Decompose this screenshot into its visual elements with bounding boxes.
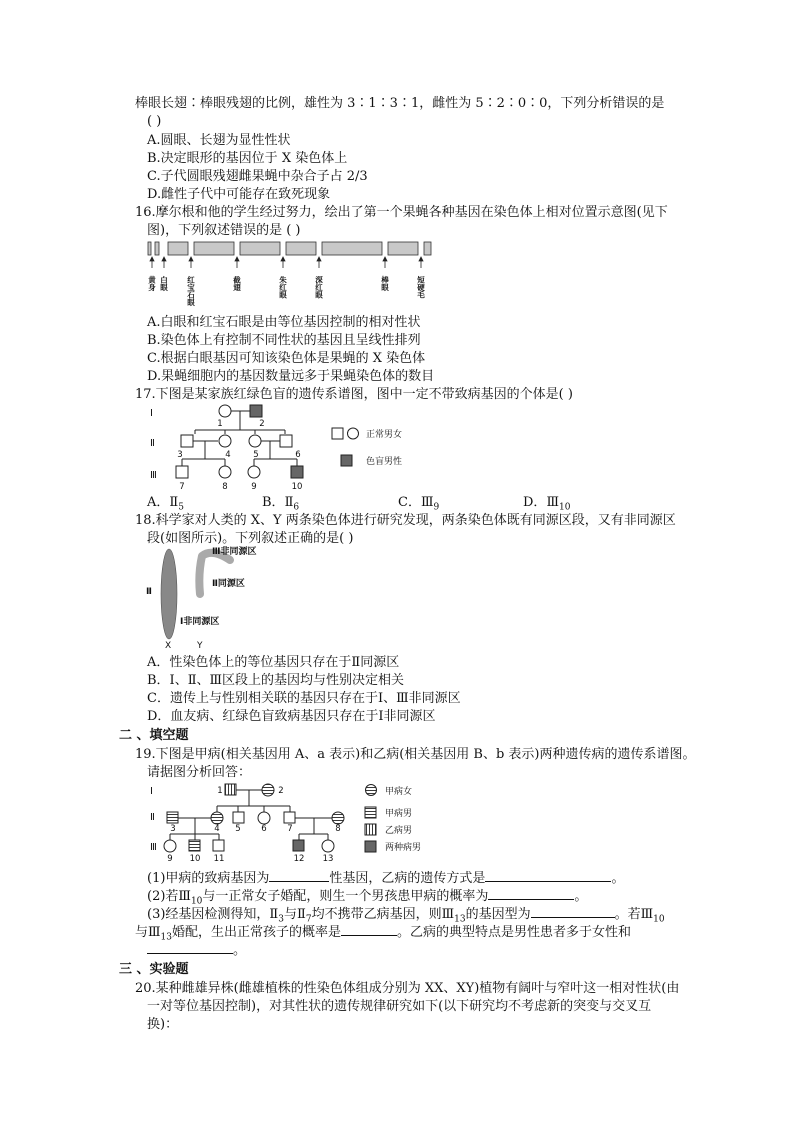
chromosome-segment — [286, 242, 316, 255]
individual-number: 12 — [293, 854, 305, 864]
legend-female-a-icon — [366, 785, 377, 796]
option-letter: C． — [398, 495, 421, 510]
male-normal — [284, 812, 295, 823]
text-span: 与一正常女子婚配，则生一个男孩患甲病的概率为 — [202, 889, 489, 904]
x-chromosome — [161, 549, 177, 639]
generation-label: Ⅱ — [150, 438, 155, 449]
q18-option-a: A．性染色体上的等位基因只存在于Ⅱ同源区 — [147, 655, 400, 670]
q18-option-b: B．Ⅰ、Ⅱ、Ⅲ区段上的基因均与性别决定相关 — [147, 673, 405, 688]
generation-label: Ⅲ — [150, 470, 157, 481]
individual-number: 6 — [261, 824, 267, 834]
answer-blank[interactable] — [341, 923, 397, 936]
female-normal — [248, 466, 260, 478]
answer-blank[interactable] — [531, 905, 615, 918]
option-generation: Ⅱ — [284, 495, 294, 510]
answer-blank[interactable] — [488, 887, 574, 900]
chromosome-segment — [424, 242, 431, 255]
individual-number: 10 — [291, 482, 303, 492]
text-span: 。若Ⅲ — [614, 907, 654, 922]
generation-label: Ⅲ — [150, 842, 157, 853]
individual-number: 3 — [177, 450, 183, 460]
subscript: 10 — [653, 914, 665, 925]
option-generation: Ⅱ — [169, 495, 179, 510]
individual-number: 1 — [217, 419, 223, 429]
gene-label: 白眼 — [159, 276, 169, 291]
text-span: 。 — [611, 871, 625, 886]
individual-number: 13 — [322, 854, 334, 864]
option-letter: A． — [147, 495, 170, 510]
individual-number: 5 — [235, 824, 241, 834]
answer-blank[interactable] — [269, 869, 329, 882]
q16-option-d: D.果蝇细胞内的基因数量远多于果蝇染色体的数目 — [147, 369, 435, 384]
region-iii-label: Ⅲ非同源区 — [212, 547, 257, 557]
q20-stem-line2: 一对等位基因控制)，对其性状的遗传规律研究如下(以下研究均不考虑新的突变与交叉互 — [147, 999, 652, 1014]
section-heading-experiment: 三 、实验题 — [119, 962, 189, 977]
option-generation: Ⅲ — [546, 495, 559, 510]
q20-stem-line1: 20.某种雌雄异株(雌雄植株的性染色体组成分别为 XX、XY)植物有阔叶与窄叶这一相对性状(由 — [135, 981, 680, 996]
q19-part1 — [147, 869, 624, 888]
legend-female-normal-icon — [348, 428, 359, 439]
option-letter: D． — [523, 495, 547, 510]
legend-label: 乙病男 — [385, 826, 413, 836]
text-span: 性基因，乙病的遗传方式是 — [329, 871, 486, 886]
q16-option-b: B.染色体上有控制不同性状的基因且呈线性排列 — [147, 333, 421, 348]
gene-label: 朱红眼 — [278, 276, 288, 299]
q15-option-c: C.子代圆眼残翅雌果蝇中杂合子占 2/3 — [147, 169, 368, 184]
female-normal — [258, 812, 270, 824]
q15-option-b: B.决定眼形的基因位于 X 染色体上 — [147, 151, 348, 166]
q16-option-c: C.根据白眼基因可知该染色体是果蝇的 X 染色体 — [147, 351, 426, 366]
q16-option-a: A.白眼和红宝石眼是由等位基因控制的相对性状 — [147, 315, 421, 330]
option-generation: Ⅲ — [420, 495, 434, 510]
q16-stem-line2: 图)，下列叙述错误的是 ( ) — [147, 223, 301, 238]
gene-label: 截翅 — [232, 276, 242, 291]
text-span: (1)甲病的致病基因为 — [147, 871, 270, 886]
q19-stem-line1: 19.下图是甲病(相关基因用 A、a 表示)和乙病(相关基因用 B、b 表示)两种遗传病的遗传系谱图。 — [135, 747, 696, 762]
male-normal — [280, 435, 292, 447]
chromosome-segment — [194, 242, 234, 255]
gene-label: 棒眼 — [380, 276, 390, 291]
male-both-diseases — [293, 840, 304, 851]
option-individual: 6 — [293, 502, 300, 513]
x-label: X — [165, 641, 172, 651]
individual-number: 4 — [225, 450, 231, 460]
male-normal — [213, 840, 224, 851]
individual-number: 2 — [259, 419, 265, 429]
female-normal — [219, 466, 231, 478]
male-disease-a — [167, 812, 178, 823]
q19-stem-line2: 请据图分析回答： — [147, 765, 252, 780]
q15-option-a: A.圆眼、长翅为显性性状 — [147, 133, 291, 148]
male-normal — [176, 466, 188, 478]
region-i-label: Ⅰ非同源区 — [180, 617, 220, 627]
gene-label: 黄身 — [147, 276, 157, 291]
q16-chromosome-map — [140, 238, 440, 308]
individual-number: 6 — [295, 450, 301, 460]
legend-male-a-icon — [365, 807, 376, 818]
q15-stem-line: 棒眼长翅∶棒眼残翅的比例，雄性为 3∶1∶3∶1，雌性为 5∶2∶0∶0，下列分析错误的是 — [135, 96, 665, 111]
individual-number: 5 — [253, 450, 259, 460]
female-normal — [322, 840, 334, 852]
gene-label: 深红眼 — [314, 276, 324, 299]
generation-label: Ⅰ — [150, 786, 153, 797]
individual-number: 9 — [251, 482, 257, 492]
subscript: 3 — [278, 914, 284, 925]
individual-number: 7 — [287, 824, 293, 834]
individual-number: 2 — [278, 786, 284, 796]
text-span: 婚配，生出正常孩子的概率是 — [172, 925, 342, 940]
q15-answer-paren: ( ) — [147, 114, 162, 129]
individual-number: 9 — [167, 854, 173, 864]
text-span: 。乙病的典型特点是男性患者多于女性和 — [397, 925, 632, 940]
text-span: 与Ⅱ — [284, 907, 306, 922]
chromosome-segment — [148, 242, 151, 255]
text-span: (2)若Ⅲ — [147, 889, 191, 904]
legend-affected-male-icon — [341, 455, 352, 466]
legend-male-normal-icon — [332, 428, 343, 439]
q19-pedigree — [140, 780, 440, 866]
q15-option-d: D.雌性子代中可能存在致死现象 — [147, 187, 331, 202]
text-span: 均不携带乙病基因，则Ⅲ — [311, 907, 455, 922]
generation-label: Ⅰ — [150, 408, 153, 419]
female-disease-a — [332, 812, 344, 824]
legend-label: 两种病男 — [385, 843, 422, 853]
text-span: 。 — [574, 889, 588, 904]
option-letter: B． — [262, 495, 285, 510]
region-ii-left-label: Ⅱ — [146, 587, 152, 597]
chromosome-segment — [240, 242, 280, 255]
region-ii-label: Ⅱ同源区 — [212, 579, 245, 589]
female-disease-a — [262, 784, 274, 796]
q18-option-c: C．遗传上与性别相关联的基因只存在于Ⅰ、Ⅲ非同源区 — [147, 691, 461, 706]
option-individual: 9 — [433, 502, 440, 513]
text-span: 的基因型为 — [465, 907, 531, 922]
subscript: 10 — [190, 896, 203, 907]
option-individual: 5 — [178, 502, 184, 513]
female-normal — [219, 435, 231, 447]
subscript: 13 — [454, 914, 466, 925]
text-span: (3)经基因检测得知，Ⅱ — [147, 907, 279, 922]
female-normal — [164, 840, 176, 852]
female-normal — [219, 405, 231, 417]
subscript: 7 — [305, 914, 312, 925]
q17-stem: 17.下图是某家族红绿色盲的遗传系谱图，图中一定不带致病基因的个体是( ) — [135, 387, 573, 402]
q19-part3-end — [147, 941, 246, 960]
q18-xy-chromosome-diagram — [140, 544, 280, 652]
individual-number: 10 — [189, 854, 201, 864]
chromosome-segment — [388, 242, 418, 255]
generation-label: Ⅱ — [150, 812, 155, 823]
legend-normal-label: 正常男女 — [366, 430, 403, 440]
male-disease-b — [225, 784, 236, 795]
individual-number: 11 — [213, 854, 225, 864]
gene-label: 短硬毛 — [416, 276, 426, 299]
individual-number: 4 — [214, 824, 220, 834]
q20-stem-line3: 换)： — [147, 1017, 179, 1032]
individual-number: 8 — [335, 824, 341, 834]
text-span: 与Ⅲ — [135, 925, 161, 940]
q18-stem-line2: 段(如图所示)。下列叙述正确的是( ) — [147, 531, 354, 546]
female-normal — [249, 435, 261, 447]
individual-number: 8 — [222, 482, 228, 492]
subscript: 13 — [160, 932, 172, 943]
chromosome-segment — [322, 242, 382, 255]
q18-option-d: D．血友病、红绿色盲致病基因只存在于Ⅰ非同源区 — [147, 709, 436, 724]
chromosome-segment — [168, 242, 188, 255]
legend-male-both-icon — [365, 841, 376, 852]
legend-label: 甲病女 — [385, 787, 413, 797]
individual-number: 3 — [170, 824, 176, 834]
legend-label: 甲病男 — [385, 809, 413, 819]
answer-blank[interactable] — [147, 941, 233, 954]
y-label: Y — [197, 641, 203, 651]
male-normal — [233, 812, 244, 823]
answer-blank[interactable] — [485, 869, 611, 882]
legend-male-b-icon — [365, 824, 376, 835]
q16-stem-line1: 16.摩尔根和他的学生经过努力，绘出了第一个果蝇各种基因在染色体上相对位置示意图(见下 — [135, 205, 668, 220]
q18-stem-line1: 18.科学家对人类的 X、Y 两条染色体进行研究发现，两条染色体既有同源区段，又有非同源区 — [135, 513, 676, 528]
male-affected — [291, 466, 303, 478]
female-disease-a — [211, 812, 223, 824]
option-individual: 10 — [558, 502, 571, 513]
individual-number: 7 — [179, 482, 185, 492]
chromosome-segment — [155, 242, 159, 255]
gene-label: 红宝石眼 — [186, 276, 196, 306]
individual-number: 1 — [217, 786, 223, 796]
section-heading-fill-blank: 二 、填空题 — [119, 728, 189, 743]
male-normal — [181, 435, 193, 447]
legend-affected-label: 色盲男性 — [366, 457, 403, 467]
q17-pedigree — [140, 400, 430, 492]
male-affected — [250, 405, 262, 417]
text-span: 。 — [233, 943, 247, 958]
male-disease-a — [189, 840, 200, 851]
